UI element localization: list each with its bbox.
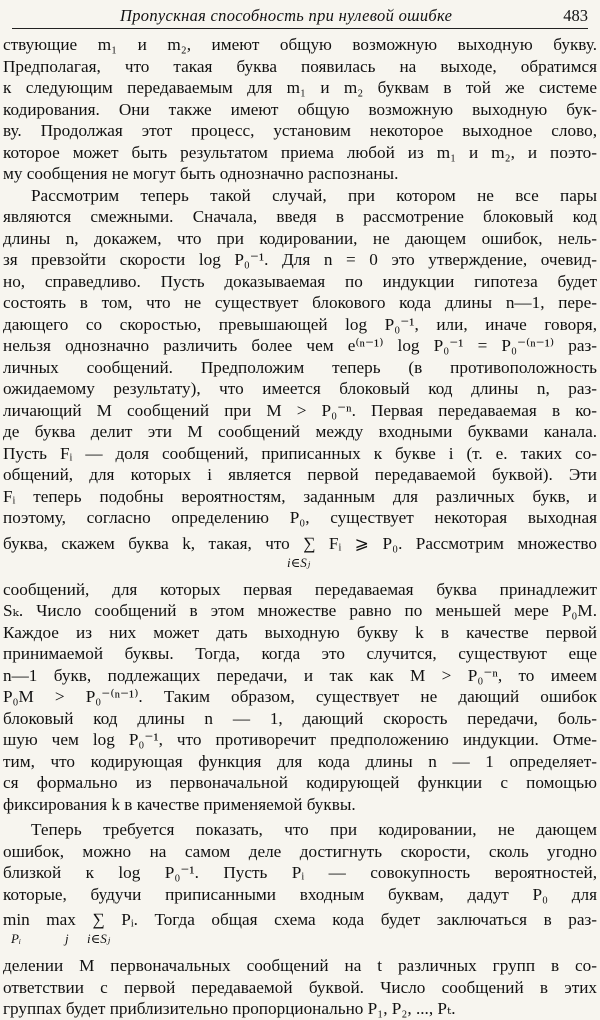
text-line: поэтому, согласно определению P₀, существует некоторая выходная	[3, 508, 597, 527]
text-line: ствующие m₁ и m₂, имеют общую возможную выходную букву.	[3, 35, 597, 54]
page-body	[3, 34, 597, 1020]
text-line: Sₖ. Число сообщений в этом множестве равно по меньшей мере P₀M.	[3, 601, 597, 620]
text-line: кодирования. Они также имеют общую возможную выходную бук-	[3, 99, 597, 119]
text-line: личающий M сообщений при M > P₀⁻ⁿ. Первая передаваемая в ко-	[3, 400, 597, 420]
text-line: Пусть Fᵢ — доля сообщений, приписанных к букве i (т. е. таких со-	[3, 443, 597, 463]
text-line: которые, будучи приписанными входным буквам, дадут P₀ для	[3, 884, 597, 904]
text-line: длины n, докажем, что при кодировании, не дающем ошибок, нель-	[3, 228, 597, 248]
text-line: блоковый код длины n — 1, дающий скорость передачи, боль-	[3, 708, 597, 728]
text-line: близкой к log P₀⁻¹. Пусть Pᵢ — совокупность вероятностей,	[3, 863, 597, 882]
text-line: Теперь требуется показать, что при кодировании, не дающем	[31, 820, 597, 839]
text-line: Рассмотрим теперь такой случай, при котором не все пары	[31, 185, 597, 205]
text-line: фиксирования k в качестве применяемой буквы.	[3, 794, 356, 814]
text-line: которое может быть результатом приема любой из m₁ и m₂, и поэто-	[3, 142, 597, 162]
text-line: n—1 букв, подлежащих передачи, и так как M > P₀⁻ⁿ, то имеем	[3, 665, 597, 685]
formula-subscript-line	[3, 555, 597, 579]
text-line: принимаемой буквы. Тогда, когда это случится, существуют еще	[3, 644, 597, 663]
formula-subscript-line	[3, 931, 597, 955]
text-line: личных сообщений. Предположим теперь (в противоположность	[3, 357, 597, 377]
text-line: Каждое из них может дать выходную букву k в качестве первой	[3, 622, 597, 642]
text-line: группах будет приблизительно пропорционально P₁, P₂, ..., Pₜ.	[3, 999, 456, 1018]
text-line: min max ∑ Pᵢ. Тогда общая схема кода будет заключаться в раз-	[3, 910, 597, 929]
text-line: являются смежными. Сначала, введя в рассмотрение блоковый код	[3, 207, 597, 226]
text-line: буква, скажем буква k, такая, что ∑ Fᵢ ⩾ P₀. Рассмотрим множество	[3, 533, 597, 553]
text-line: ожидаемому результату), что имеется блоковый код длины n, раз-	[3, 379, 597, 398]
text-line: ответствии с первой передаваемой буквой. Число сообщений в этих	[3, 977, 597, 997]
text-line: общений, для которых i является первой передаваемой буквой). Эти	[3, 465, 597, 484]
text-line: но, справедливо. Пусть доказываемая по индукции гипотеза будет	[3, 271, 597, 291]
paragraph-2	[3, 185, 597, 816]
text-line: де буква делит эти M сообщений между входными буквами канала.	[3, 422, 597, 441]
page-header	[12, 2, 588, 29]
text-line: P₀M > P₀⁻⁽ⁿ⁻¹⁾. Таким образом, существует не дающий ошибок	[3, 687, 597, 706]
text-line: Предполагая, что такая буква появилась на выходе, обратимся	[3, 56, 597, 76]
min-subscript: Pᵢ	[11, 931, 21, 946]
paragraph-3	[3, 819, 597, 1020]
text-line: нельзя однозначно различить более чем e⁽ⁿ⁻¹⁾ log P₀⁻¹ = P₀⁻⁽ⁿ⁻¹⁾ раз-	[3, 336, 597, 355]
max-subscript: j	[65, 931, 69, 946]
sum-subscript: i∈Sⱼ	[87, 931, 111, 946]
text-line: сообщений, для которых первая передаваемая буква принадлежит	[3, 579, 597, 599]
sum-subscript: i∈Sⱼ	[287, 554, 311, 570]
text-line: дающего со скоростью, превышающей log P₀⁻¹, или, иначе говоря,	[3, 314, 597, 334]
text-line: зя превзойти скорости log P₀⁻¹. Для n = 0 это утверждение, очевид-	[3, 250, 597, 269]
text-line: состоять в том, что не существует блокового кода длины n—1, пере-	[3, 293, 597, 312]
text-line: ошибок, можно на самом деле достигнуть скорости, сколь угодно	[3, 841, 597, 861]
text-line: ву. Продолжая этот процесс, установим некоторое выходное слово,	[3, 121, 597, 140]
text-line: тим, что кодирующая функция для кода длины n — 1 определяет-	[3, 751, 597, 771]
text-line: му сообщения не могут быть однозначно распознаны.	[3, 164, 399, 183]
text-line: к следующим передаваемым для m₁ и m₂ буквам в той же системе	[3, 78, 597, 97]
text-line: делении M первоначальных сообщений на t различных групп в со-	[3, 956, 597, 975]
text-line: ся формально из первоначальной кодирующей функции с помощью	[3, 773, 597, 792]
text-line: Fᵢ теперь подобны вероятностям, заданным для различных букв, и	[3, 486, 597, 506]
page-number: 483	[563, 6, 588, 25]
text-line: шую чем log P₀⁻¹, что противоречит предположению индукции. Отме-	[3, 730, 597, 749]
paragraph-1	[3, 34, 597, 185]
running-title: Пропускная способность при нулевой ошибке	[120, 6, 453, 25]
